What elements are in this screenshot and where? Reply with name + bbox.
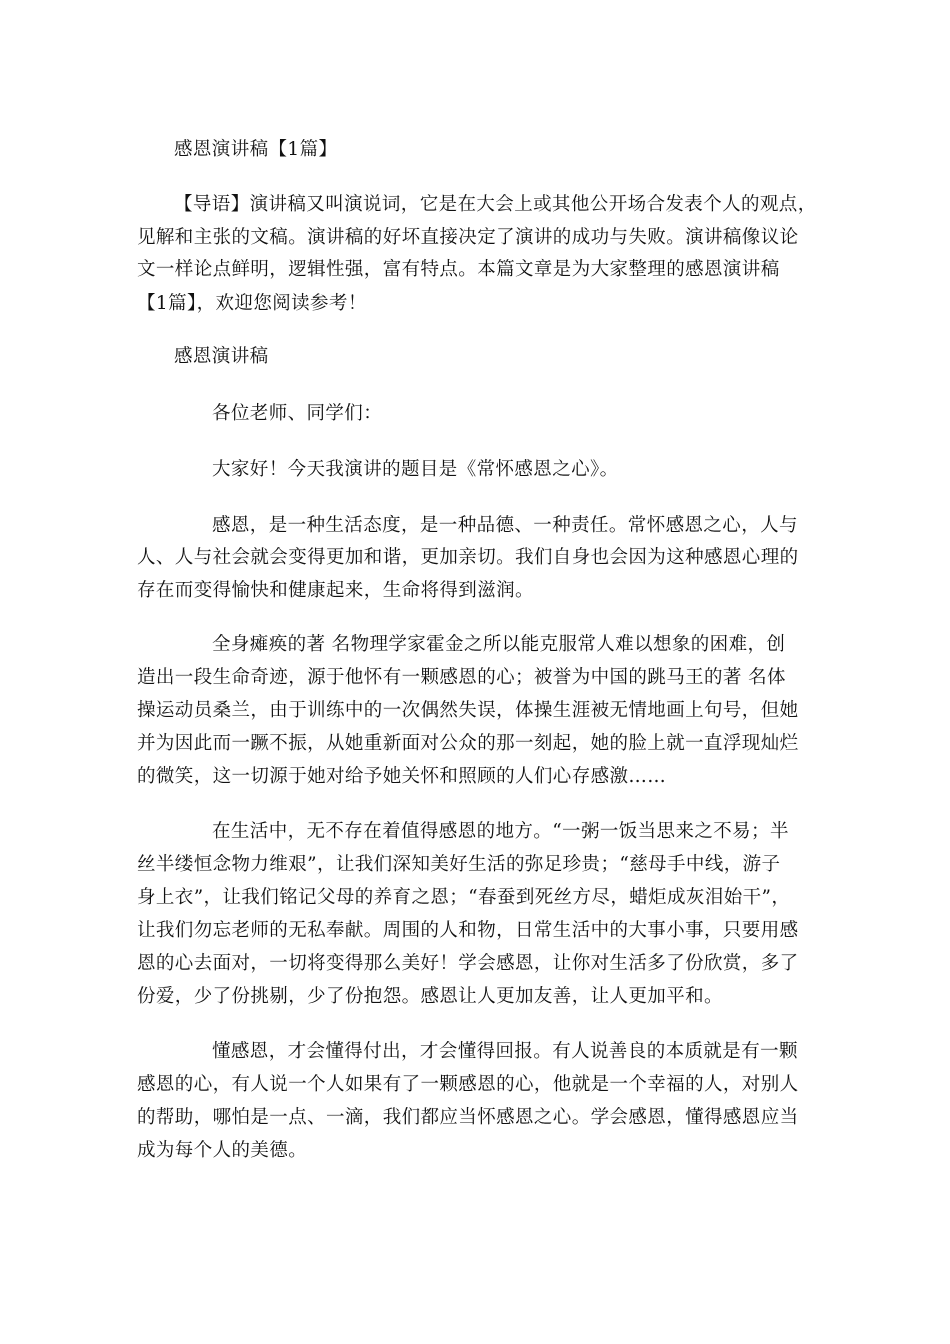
paragraph-line: 人、人与社会就会变得更加和谐，更加亲切。我们自身也会因为这种感恩心理的	[137, 547, 799, 568]
paragraph-line: 份爱，少了份挑剔，少了份抱怨。感恩让人更加友善，让人更加平和。	[137, 986, 723, 1007]
greeting: 大家好！今天我演讲的题目是《常怀感恩之心》。	[212, 459, 619, 480]
intro-line: 【1篇】，欢迎您阅读参考！	[137, 293, 367, 314]
paragraph-line: 懂感恩，才会懂得付出，才会懂得回报。有人说善良的本质就是有一颗	[212, 1041, 798, 1062]
intro-line: 【导语】演讲稿又叫演说词，它是在大会上或其他公开场合发表个人的观点，	[174, 194, 817, 215]
paragraph-line: 成为每个人的美德。	[137, 1140, 308, 1161]
paragraph-line: 的帮助，哪怕是一点、一滴，我们都应当怀感恩之心。学会感恩，懂得感恩应当	[137, 1107, 799, 1128]
paragraph-line: 存在而变得愉快和健康起来，生命将得到滋润。	[137, 580, 534, 601]
paragraph-line: 感恩的心，有人说一个人如果有了一颗感恩的心，他就是一个幸福的人，对别人	[137, 1074, 799, 1095]
intro-line: 见解和主张的文稿。演讲稿的好坏直接决定了演讲的成功与失败。演讲稿像议论	[137, 227, 799, 248]
paragraph-line: 恩的心去面对，一切将变得那么美好！学会感恩，让你对生活多了份欣赏，多了	[137, 953, 799, 974]
paragraph-line: 的微笑，这一切源于她对给予她关怀和照顾的人们心存感激……	[137, 766, 667, 787]
paragraph-line: 并为因此而一蹶不振，从她重新面对公众的那一刻起，她的脸上就一直浮现灿烂	[137, 733, 799, 754]
paragraph-line: 让我们勿忘老师的无私奉献。周围的人和物，日常生活中的大事小事，只要用感	[137, 920, 799, 941]
salutation: 各位老师、同学们：	[212, 403, 383, 424]
paragraph-line: 丝半缕恒念物力维艰”，让我们深知美好生活的弥足珍贵；“慈母手中线，游子	[137, 854, 781, 875]
speech-subtitle: 感恩演讲稿	[174, 346, 269, 367]
intro-line: 文一样论点鲜明，逻辑性强，富有特点。本篇文章是为大家整理的感恩演讲稿	[137, 259, 780, 280]
paragraph-line: 操运动员桑兰，由于训练中的一次偶然失误，体操生涯被无情地画上句号，但她	[137, 700, 799, 721]
paragraph-line: 在生活中，无不存在着值得感恩的地方。“一粥一饭当思来之不易；半	[212, 821, 789, 842]
paragraph-line: 造出一段生命奇迹，源于他怀有一颗感恩的心；被誉为中国的跳马王的著 名体	[137, 667, 786, 688]
paragraph-line: 全身瘫痪的著 名物理学家霍金之所以能克服常人难以想象的困难，创	[212, 634, 786, 655]
document-heading: 感恩演讲稿【1篇】	[174, 139, 338, 160]
paragraph-line: 感恩，是一种生活态度，是一种品德、一种责任。常怀感恩之心，人与	[212, 515, 798, 536]
paragraph-line: 身上衣”，让我们铭记父母的养育之恩；“春蚕到死丝方尽，蜡炬成灰泪始干”，	[137, 887, 791, 908]
